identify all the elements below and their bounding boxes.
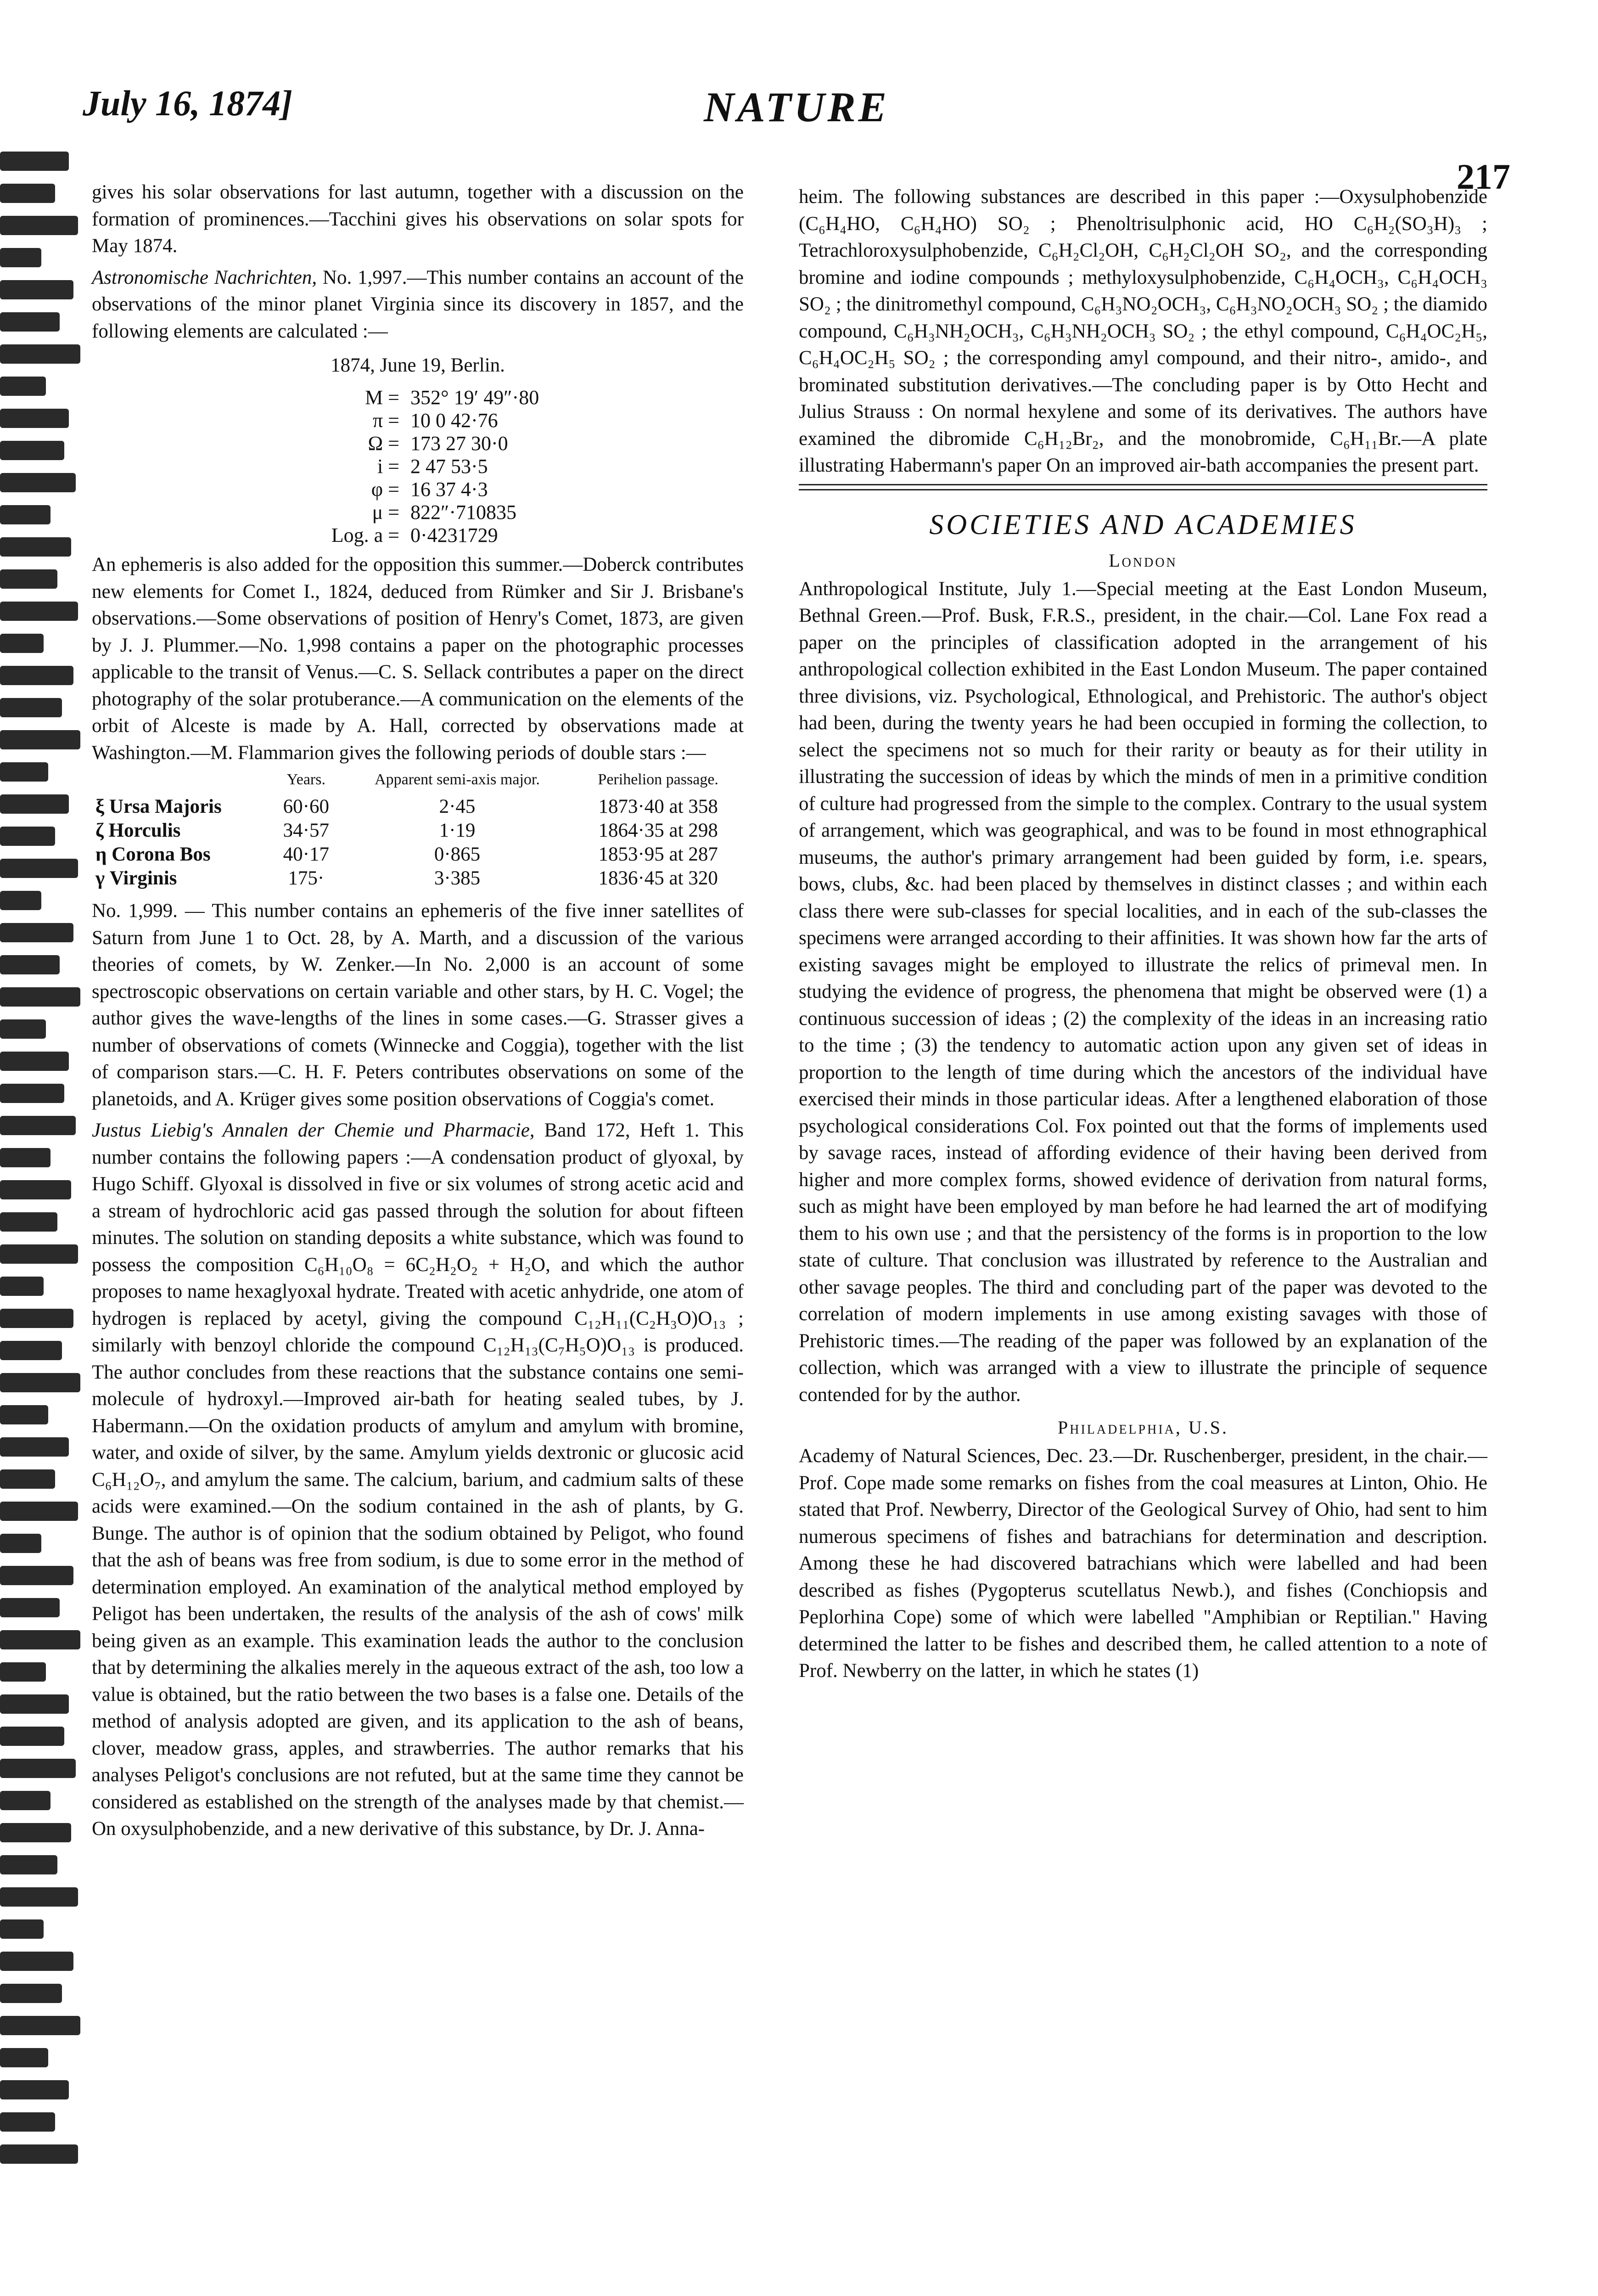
star-name: ζ Horculis [95, 820, 181, 841]
table-header: Perihelion passage. [598, 771, 718, 788]
table-cell: 0·865 [434, 844, 481, 865]
liebig-text: Band 172, Heft 1. This number contains the following papers :—A condensation product of glyoxal, by Hugo Schiff. Glyoxal is dissolved in five or six volumes of strong acetic acid and a stream of hydrochloric acid gas passed through the solution for about fifteen minutes. The solution on standing deposits a white substance, which was found to possess the composition C₆H₁₀O₈ = 6C₂H₂O₂ + H₂O, and which the author proposes to name hexaglyoxal hydrate. Treated with acetic anhydride, one atom of hydrogen is replaced by acetyl, giving the compound C₁₂H₁₁(C₂H₃O)O₁₃ ; similarly with benzoyl chloride the compound C₁₂H₁₃(C₇H₅O)O₁₃ is produced. The author concludes from these reactions that the substance contains one semi-molecule of hydroxyl.—Improved air-bath for heating sealed tubes, by J. Habermann.—On the oxidation products of amylum and amylum with bromine, water, and oxide of silver, by the same. Amylum yields dextronic or glucosic acid C₆H₁₂O₇, and amylum the same. The calcium, barium, and cadmium salts of these acids were examined.—On the sodium contained in the ash of plants, by G. Bunge. The author is of opinion that the sodium obtained by Peligot, who found that the ash of beans was free from sodium, is due to some error in the method of determination employed. An examination of the analytical method employed by Peligot has been undertaken, the results of the analysis of the ash of cows' milk being given as an example. This examination leads the author to the conclusion that by determining the alkalies merely in the aqueous extract of the ash, too low a value is obtained, but the ratio between the two bases is a false one. Details of the method of analysis adopted are given, and its application to the ash of beans, clover, meadow grass, apples, and strawberries. The author remarks that his analyses Peligot's conclusions are not refuted, but at the same time they cannot be considered as established on the strength of the analyses made by that chemist.—On oxysulphobenzide, and a new derivative of this substance, by Dr. J. Anna- [92, 1120, 744, 1840]
element-symbol: i = [377, 455, 399, 478]
element-value: 352° 19′ 49″·80 [410, 386, 539, 409]
element-row [321, 386, 744, 409]
journal-title: NATURE [703, 84, 890, 130]
paragraph-solar: gives his solar observations for last autumn, together with a discussion on the formation of prominences.—Tacchini gives his observations on solar spots for May 1874. [92, 181, 744, 257]
table-header-row [92, 771, 744, 795]
issue-date: July 16, 1874] [83, 83, 293, 123]
star-name: γ Virginis [95, 867, 177, 889]
astronomische-text: No. 1,997.—This number contains an account of the observations of the minor planet Virginia since its discovery in 1857, and the following elements are calculated :— [92, 266, 744, 342]
table-row [92, 843, 744, 867]
element-symbol: φ = [371, 478, 399, 501]
element-row [321, 432, 744, 455]
element-row [321, 501, 744, 524]
paragraph-ephemeris: An ephemeris is also added for the opposition this summer.—Doberck contributes new elements for Comet I., 1824, deduced from Rümker and Sir J. Brisbane's observations.—Some observations of position of Henry's Comet, 1873, are given by J. J. Plummer.—No. 1,998 contains a paper on the photographic processes applicable to the transit of Venus.—C. S. Sellack contributes a paper on the direct photography of the solar protuberance.—A communication on the elements of the orbit of Alceste is made by A. Hall, corrected by observations made at Washington.—M. Flammarion gives the following periods of double stars :— [92, 554, 744, 764]
table-header: Years. [286, 771, 325, 788]
table-header [92, 771, 270, 795]
double-stars-table [92, 771, 744, 890]
star-name: ξ Ursa Majoris [95, 796, 222, 817]
element-symbol: μ = [372, 501, 399, 523]
element-value: 2 47 53·5 [410, 455, 488, 478]
element-symbol: Log. a = [331, 524, 399, 546]
journal-name-astronomische: Astronomische Nachrichten, [92, 266, 317, 288]
table-row [92, 819, 744, 843]
subhead-philadelphia: Philadelphia, U.S. [1057, 1417, 1228, 1438]
element-symbol: M = [365, 386, 399, 409]
table-cell: 60·60 [283, 796, 329, 817]
paragraph-liebig [92, 1117, 744, 1843]
section-divider [799, 489, 1487, 490]
left-column [92, 179, 744, 1847]
section-title: SOCIETIES AND ACADEMIES [929, 509, 1357, 540]
table-cell: 1864·35 at 298 [598, 820, 718, 841]
paragraph-no-1999: No. 1,999. — This number contains an ephemeris of the five inner satellites of Saturn from June 1 to Oct. 28, by A. Marth, and a discussion of the various theories of comets, by W. Zenker.—In No. 2,000 is an account of some spectroscopic observations on certain variable and other stars, by H. C. Vogel; the author gives the wave-lengths of the lines in some cases.—G. Strasser gives a number of observations of comets (Winnecke and Coggia), together with the list of comparison stars.—C. H. F. Peters contributes observations on some of the planetoids, and A. Krüger gives some position observations of Coggia's comet. [92, 900, 744, 1110]
element-value: 0·4231729 [410, 524, 498, 546]
table-cell: 3·385 [434, 867, 481, 889]
element-row [321, 455, 744, 478]
table-header: Apparent semi-axis major. [375, 771, 540, 788]
element-value: 173 27 30·0 [410, 432, 508, 455]
paragraph-astronomische [92, 264, 744, 345]
table-cell: 40·17 [283, 844, 329, 865]
elements-date-line: 1874, June 19, Berlin. [331, 355, 505, 376]
element-value: 10 0 42·76 [410, 409, 498, 432]
table-cell: 175· [288, 867, 325, 889]
table-cell: 1853·95 at 287 [598, 844, 718, 865]
element-value: 822″·710835 [410, 501, 516, 523]
element-row [321, 524, 744, 547]
section-divider [799, 484, 1487, 485]
table-cell: 1·19 [439, 820, 476, 841]
table-cell: 2·45 [439, 796, 476, 817]
subhead-london: London [1109, 550, 1177, 571]
right-column [799, 184, 1487, 1689]
table-cell: 1836·45 at 320 [598, 867, 718, 889]
table-cell: 34·57 [283, 820, 329, 841]
bleed-through-gutter [0, 152, 85, 2172]
table-cell: 1873·40 at 358 [598, 796, 718, 817]
orbital-elements [321, 386, 744, 547]
paragraph-academy: Academy of Natural Sciences, Dec. 23.—Dr. Ruschenberger, president, in the chair.—Prof. Cope made some remarks on fishes from the coal measures at Linton, Ohio. He stated that Prof. Newberry, Director of the Geological Survey of Ohio, had sent to him numerous specimens of fishes and batrachians for determination and description. Among these he had discovered batrachians which were labelled and had been described as fishes (Pygopterus scutellatus Newb.), and fishes (Conchiopsis and Peplorhina Cope) some of which were labelled "Amphibian or Reptilian." Having determined the latter to be fishes and described them, he called attention to a note of Prof. Newberry on the latter, in which he states (1) [799, 1445, 1487, 1682]
table-row [92, 867, 744, 890]
element-row [321, 478, 744, 501]
page-header [83, 69, 1510, 197]
element-value: 16 37 4·3 [410, 478, 488, 501]
paragraph-heim: heim. The following substances are described in this paper :—Oxysulphobenzide (C₆H₄HO, C₆H₄HO) SO₂ ; Phenoltrisulphonic acid, HO C₆H₂(SO₃H)₃ ; Tetrachloroxysulphobenzide, C₆H₂Cl₂OH, C₆H₂Cl₂OH SO₂, and the corresponding bromine and iodine compounds ; methyloxysulphobenzide, C₆H₄OCH₃, C₆H₄OCH₃ SO₂ ; the dinitromethyl compound, C₆H₃NO₂OCH₃, C₆H₃NO₂OCH₃ SO₂ ; the diamido compound, C₆H₃NH₂OCH₃, C₆H₃NH₂OCH₃ SO₂ ; the ethyl compound, C₆H₄OC₂H₅, C₆H₄OC₂H₅ SO₂ ; the corresponding amyl compound, and their nitro-, amido-, and brominated substitution derivatives.—The concluding paper is by Otto Hecht and Julius Strauss : On normal hexylene and some of its derivatives. The authors have examined the dibromide C₆H₁₂Br₂, and the monobromide, C₆H₁₁Br.—A plate illustrating Habermann's paper On an improved air-bath accompanies the present part. [799, 186, 1487, 476]
journal-name-liebig: Justus Liebig's Annalen der Chemie und Pharmacie, [92, 1120, 535, 1141]
element-row [321, 409, 744, 432]
paragraph-anthropological: Anthropological Institute, July 1.—Special meeting at the East London Museum, Bethnal Green.—Prof. Busk, F.R.S., president, in the chair.—Col. Lane Fox read a paper on the principles of classification adopted in the arrangement of his anthropological collection exhibited in the East London Museum. The paper contained three divisions, viz. Psychological, Ethnological, and Prehistoric. The author's object had been, during the twenty years he had been occupied in forming the collection, to select the specimens not so much for their rarity or beauty as for their utility in illustrating the succession of ideas by which the minds of men in a primitive condition of culture had progressed from the simple to the complex. Contrary to the usual system of arrangement, which was geographical, and was to be found in most ethnographical museums, the author's primary arrangement had been guided by form, i.e. spears, bows, clubs, &c. had been placed by themselves in distinct classes ; and within each class there were sub-classes for special localities, and in each of the sub-classes the specimens were arranged according to their affinities. It was shown how far the arts of existing savages might be employed to illustrate the relics of primeval men. In studying the evidence of progress, the phenomena that might be observed were (1) a continuous succession of ideas ; (2) the complexity of the ideas in an increasing ratio to the time ; (3) the tendency to automatic action upon any given set of ideas in proportion to the length of time during which the ancestors of the individual have exercised their minds in those particular ideas. After a lengthened elaboration of those psychological considerations Col. Fox pointed out that the forms of implements used by savage races, instead of affording evidence of their having been derived from higher and more complex forms, showed evidence of derivation from natural forms, such as might have been employed by man before he had learned the art of modifying them to his own use ; and that the persistency of the forms is in proportion to the low state of culture. That conclusion was illustrated by reference to the Australian and other savage peoples. The third and concluding part of the paper was devoted to the correlation of modern implements in use among existing savages with those of Prehistoric times.—The reading of the paper was followed by an explanation of the collection, which was arranged with a view to illustrate the principle of sequence contended for by the author. [799, 578, 1487, 1406]
table-row [92, 795, 744, 819]
element-symbol: Ω = [368, 432, 399, 455]
element-symbol: π = [372, 409, 399, 432]
page-number: 217 [1457, 157, 1510, 197]
star-name: η Corona Bos [95, 844, 211, 865]
